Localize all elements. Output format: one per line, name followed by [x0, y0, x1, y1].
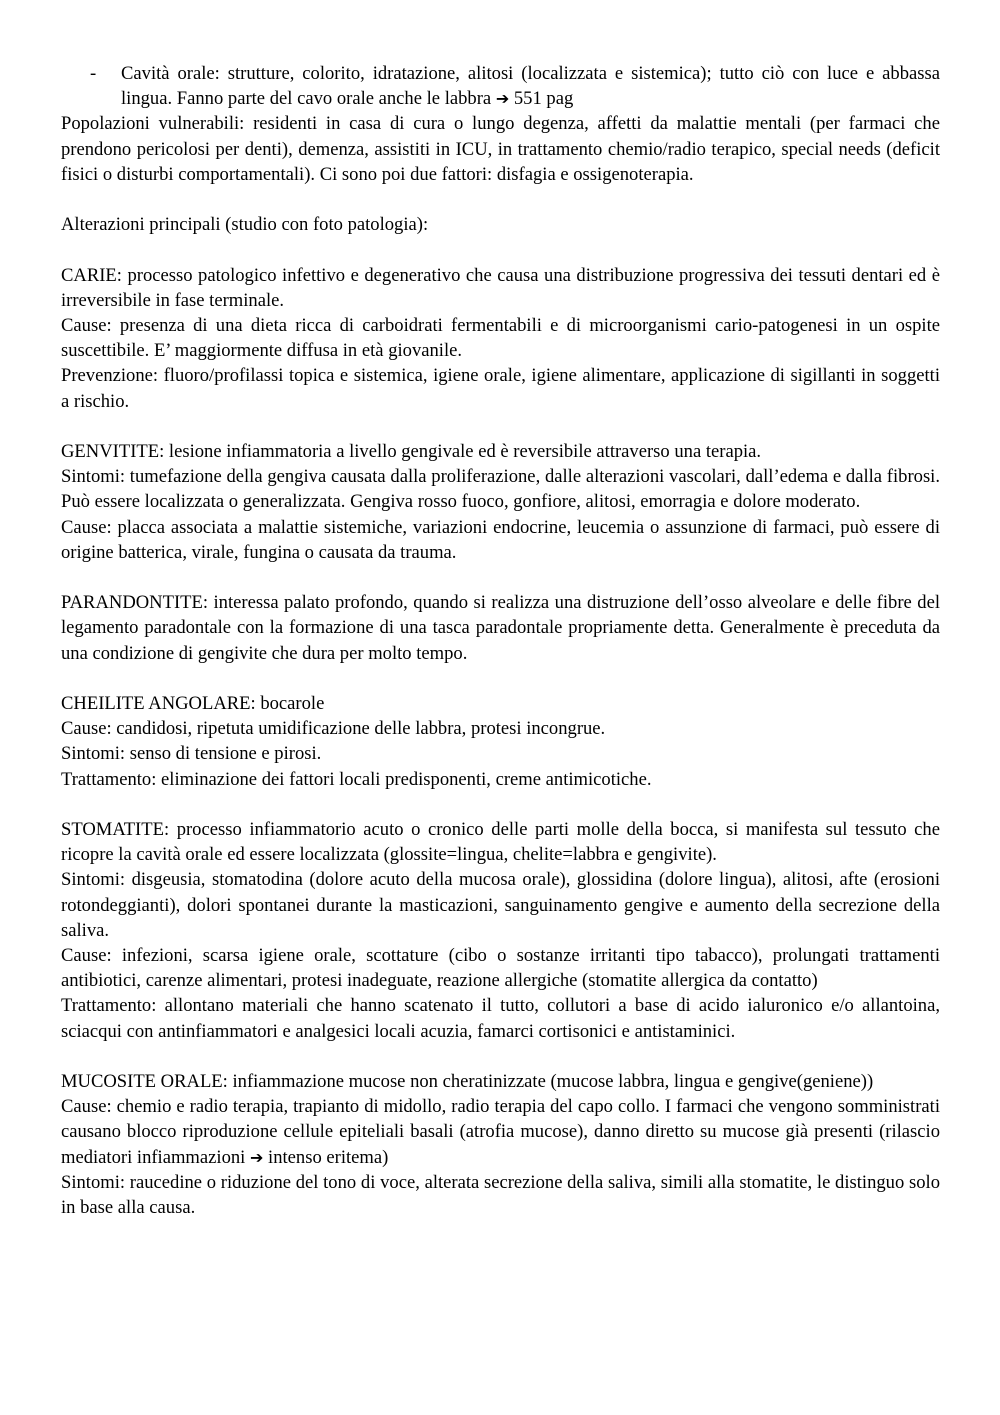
arrow-right-icon: ➔ [495, 89, 510, 109]
mucosite-causes [61, 1094, 940, 1170]
stomatite-treatment: Trattamento: allontano materiali che hanno scatenato il tutto, collutori a base di acido ialuronico e/o allantoina, sciacqui con antinfiammatori e analgesici locali acuzia, famarci cortisonici e antistaminici. [61, 995, 940, 1042]
spacer [61, 666, 940, 691]
main-alterations-heading: Alterazioni principali (studio con foto patologia): [61, 214, 429, 236]
spacer [61, 565, 940, 590]
spacer [61, 187, 940, 212]
mucosite-definition: MUCOSITE ORALE: infiammazione mucose non cheratinizzate (mucose labbra, lingua e gengive(geniene)) [61, 1071, 874, 1093]
carie-prevention: Prevenzione: fluoro/profilassi topica e sistemica, igiene orale, igiene alimentare, applicazione di sigillanti in soggetti a rischio. [61, 365, 940, 412]
spacer [61, 414, 940, 439]
arrow-right-icon: ➔ [249, 1147, 264, 1167]
spacer [61, 792, 940, 817]
genvitite-symptoms: Sintomi: tumefazione della gengiva causata dalla proliferazione, dalle alterazioni vascolari, dall’edema e dalla fibrosi. Può essere localizzata o generalizzata. Gengiva rosso fuoco, gonfiore, alitosi, emorragia e dolore moderato. [61, 466, 940, 513]
bullet-dash: - [90, 63, 97, 84]
mucosite-causes-result: intenso eritema) [263, 1146, 389, 1168]
bullet-page-ref: 551 pag [509, 88, 574, 110]
genvitite-definition: GENVITITE: lesione infiammatoria a livello gengivale ed è reversibile attraverso una terapia. [61, 441, 762, 462]
carie-causes: Cause: presenza di una dieta ricca di carboidrati fermentabili e di microorganismi cario-patogenesi in un ospite suscettibile. E’ maggiormente diffusa in età giovanile. [61, 315, 940, 362]
genvitite-causes: Cause: placca associata a malattie sistemiche, variazioni endocrine, leucemia o assunzione di farmaci, può essere di origine batterica, virale, fungina o causata da trauma. [61, 516, 940, 563]
spacer [61, 1044, 940, 1069]
mucosite-symptoms: Sintomi: raucedine o riduzione del tono di voce, alterata secrezione della saliva, simili alla stomatite, le distinguo solo in base alla causa. [61, 1171, 940, 1219]
document-page [61, 61, 940, 1220]
carie-definition: CARIE: processo patologico infettivo e degenerativo che causa una distribuzione progressiva dei tessuti dentari ed è irreversibile in fase terminale. [61, 264, 940, 311]
cheilite-treatment: Trattamento: eliminazione dei fattori locali predisponenti, creme antimicotiche. [61, 768, 652, 790]
cheilite-definition: CHEILITE ANGOLARE: bocarole [61, 693, 325, 714]
mucosite-causes-text: Cause: chemio e radio terapia, trapianto di midollo, radio terapia del capo collo. I farmaci che vengono somministrati causano blocco riproduzione cellule epiteliali basali (atrofia mucose), danno diretto su mucose già presenti (rilascio mediatori infiammazioni [61, 1096, 940, 1168]
parandontite-definition: PARANDONTITE: interessa palato profondo, quando si realizza una distruzione dell’osso alveolare e delle fibre del legamento paradontale con la formazione di una tasca paradontale propriamente detta. Generalmente è preceduta da una condizione di gengivite che dura per molto tempo. [61, 592, 940, 664]
cheilite-causes: Cause: candidosi, ripetuta umidificazione delle labbra, protesi incongrue. [61, 718, 606, 740]
stomatite-definition: STOMATITE: processo infiammatorio acuto o cronico delle parti molle della bocca, si manifesta sul tessuto che ricopre la cavità orale ed essere localizzata (glossite=lingua, chelite=labbra e gengivite). [61, 819, 940, 866]
stomatite-symptoms: Sintomi: disgeusia, stomatodina (dolore acuto della mucosa orale), glossidina (dolore lingua), alitosi, afte (erosioni rotondeggianti), dolori spontanei durante la masticazioni, sanguinamento gengive e aumento della secrezione della saliva. [61, 869, 940, 941]
cheilite-symptoms: Sintomi: senso di tensione e pirosi. [61, 743, 322, 765]
bullet-item-cavita-orale [61, 61, 940, 111]
spacer [61, 237, 940, 262]
vulnerable-populations-paragraph: Popolazioni vulnerabili: residenti in casa di cura o lungo degenza, affetti da malattie mentali (per farmaci che prendono pericolosi per denti), demenza, assistiti in ICU, in trattamento chemio/radio terapico, special needs (deficit fisici o disturbi comportamentali). Ci sono poi due fattori: disfagia e ossigenoterapia. [61, 113, 940, 185]
stomatite-causes: Cause: infezioni, scarsa igiene orale, scottature (cibo o sostanze irritanti tipo tabacco), prolungati trattamenti antibiotici, carenze alimentari, protesi inadeguate, reazione allergiche (stomatite allergica da contatto) [61, 945, 940, 992]
bullet-text: Cavità orale: strutture, colorito, idratazione, alitosi (localizzata e sistemica); tutto ciò con luce e abbassa lingua. Fanno parte del cavo orale anche le labbra [121, 63, 940, 110]
